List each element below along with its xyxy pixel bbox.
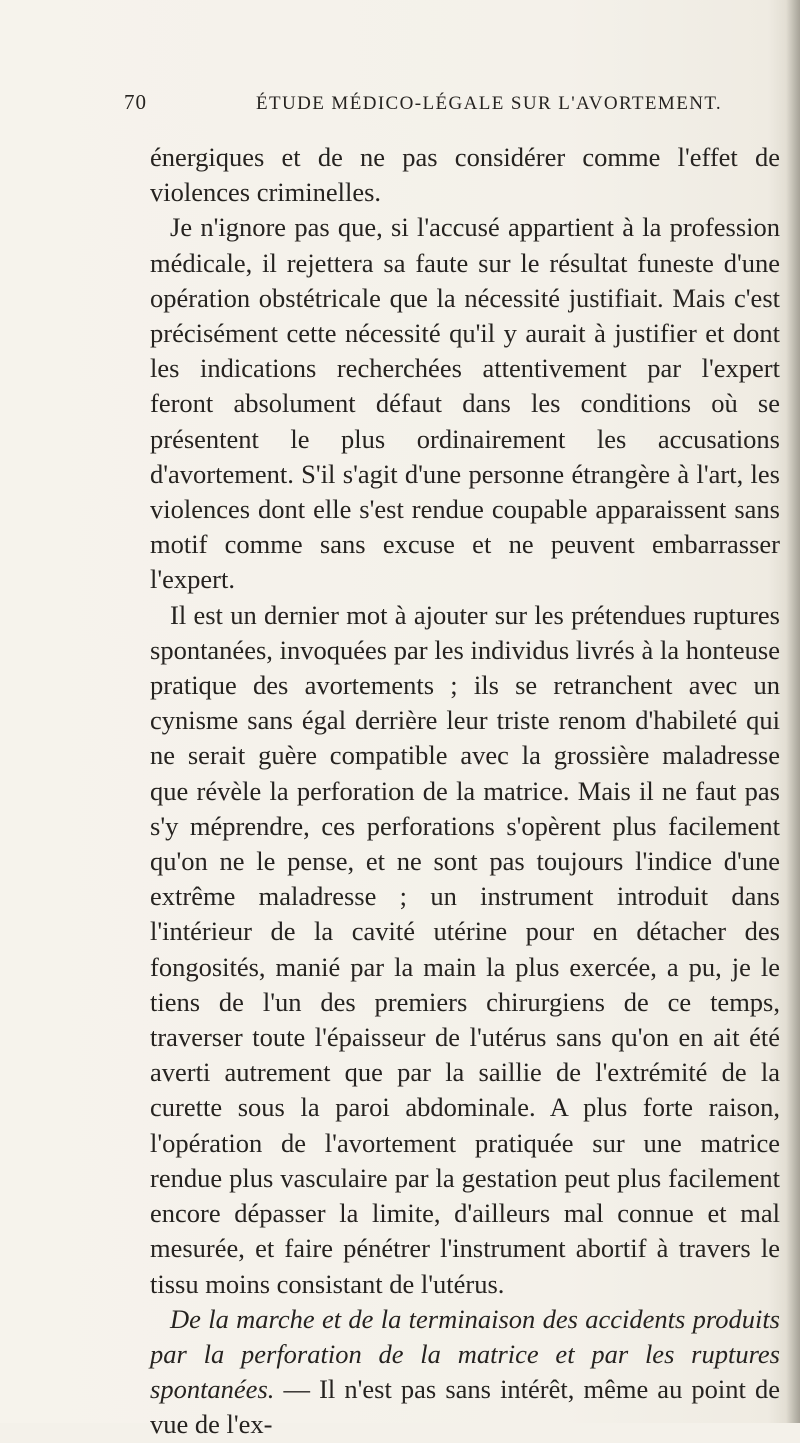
section-text: — Il n'est pas sans intérêt, même au point de vue de l'ex- — [150, 1374, 780, 1440]
section-heading: De la marche et de la terminaison des accidents produits par la perforation de la matrice et par les ruptures spontanées. — [150, 1303, 780, 1405]
paragraph-section-start — [150, 1302, 780, 1443]
paragraph-spontaneous-ruptures: Il est un dernier mot à ajouter sur les prétendues ruptures spontanées, invoquées par les individus livrés à la honteuse pratique des avortements ; ils se retranchent avec un cynisme sans égal derrière leur triste renom d'habileté qui ne serait guère compatible avec la grossière maladresse que révèle la perforation de la matrice. Mais il ne faut pas s'y méprendre, ces perforations s'opèrent plus facilement qu'on ne le pense, et ne sont pas toujours l'indice d'une extrême maladresse ; un instrument introduit dans l'intérieur de la cavité utérine pour en détacher des fongosités, manié par la main la plus exercée, a pu, je le tiens de l'un des premiers chirurgiens de ce temps, traverser toute l'épaisseur de l'utérus sans qu'on en ait été averti autrement que par la saillie de l'extrémité de la curette sous la paroi abdominale. A plus forte raison, l'opération de l'avortement pratiquée sur une matrice rendue plus vasculaire par la gestation peut plus facilement encore dépasser la limite, d'ailleurs mal connue et mal mesurée, et faire pénétrer l'instrument abortif à travers le tissu moins consistant de l'utérus. — [150, 599, 780, 1299]
running-title: ÉTUDE MÉDICO-LÉGALE SUR L'AVORTEMENT. — [256, 93, 723, 114]
running-head — [124, 90, 764, 120]
paragraph-continuation: énergiques et de ne pas considérer comme l'effet de violences criminelles. — [150, 142, 780, 208]
page-number: 70 — [124, 90, 147, 114]
body-text — [150, 140, 780, 1443]
paragraph-accused-defense: Je n'ignore pas que, si l'accusé appartient à la profession médicale, il rejettera sa faute sur le résultat funeste d'une opération obstétricale que la nécessité justifiait. Mais c'est précisément cette nécessité qu'il y aurait à justifier et dont les indications recherchées attentivement par l'expert feront absolument défaut dans les conditions où se présentent le plus ordinairement les accusations d'avortement. S'il s'agit d'une personne étrangère à l'art, les violences dont elle s'est rendue coupable apparaissent sans motif comme sans excuse et ne peuvent embarrasser l'expert. — [150, 212, 780, 595]
page-edge-shadow — [786, 0, 800, 1423]
